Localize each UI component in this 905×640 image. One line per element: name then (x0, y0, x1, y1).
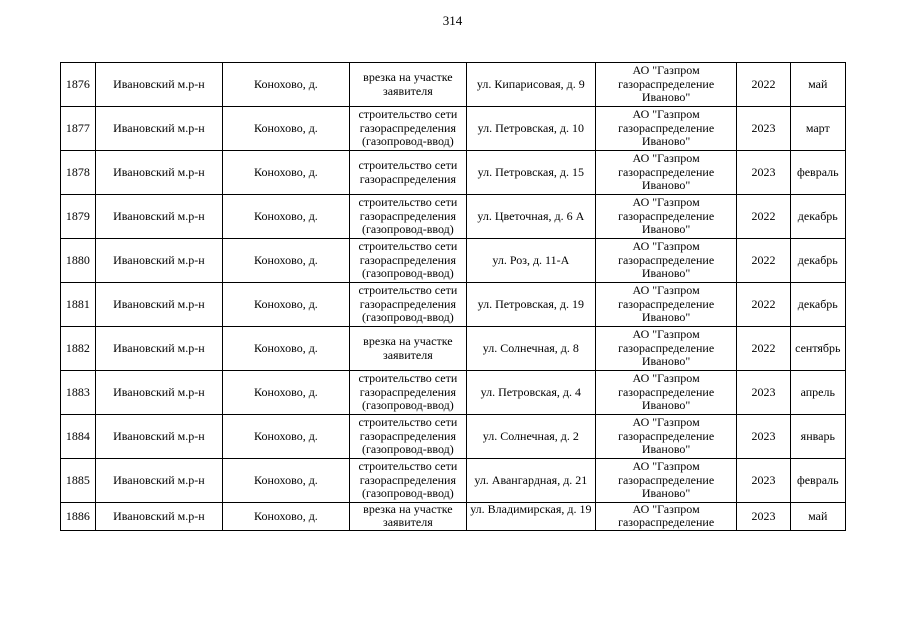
row-number: 1886 (61, 503, 96, 531)
locality-cell: Конохово, д. (222, 107, 349, 151)
year-cell: 2023 (737, 371, 790, 415)
row-number: 1882 (61, 327, 96, 371)
address-cell: ул. Цветочная, д. 6 А (466, 195, 595, 239)
month-cell: март (790, 107, 845, 151)
organization-cell: АО "Газпром газораспределение Иваново" (595, 459, 736, 503)
month-cell: апрель (790, 371, 845, 415)
district-cell: Ивановский м.р-н (95, 195, 222, 239)
locality-cell: Конохово, д. (222, 459, 349, 503)
table-row (61, 371, 846, 415)
row-number: 1877 (61, 107, 96, 151)
month-cell: декабрь (790, 195, 845, 239)
address-cell: ул. Роз, д. 11-А (466, 239, 595, 283)
district-cell: Ивановский м.р-н (95, 327, 222, 371)
row-number: 1881 (61, 283, 96, 327)
locality-cell: Конохово, д. (222, 327, 349, 371)
month-cell: февраль (790, 151, 845, 195)
address-cell: ул. Кипарисовая, д. 9 (466, 63, 595, 107)
row-number: 1876 (61, 63, 96, 107)
address-cell: ул. Авангардная, д. 21 (466, 459, 595, 503)
row-number: 1878 (61, 151, 96, 195)
row-number: 1883 (61, 371, 96, 415)
locality-cell: Конохово, д. (222, 283, 349, 327)
row-number: 1879 (61, 195, 96, 239)
district-cell: Ивановский м.р-н (95, 107, 222, 151)
month-cell: февраль (790, 459, 845, 503)
district-cell: Ивановский м.р-н (95, 151, 222, 195)
district-cell: Ивановский м.р-н (95, 503, 222, 531)
table-row (61, 459, 846, 503)
table-row (61, 503, 846, 531)
district-cell: Ивановский м.р-н (95, 415, 222, 459)
year-cell: 2022 (737, 63, 790, 107)
year-cell: 2023 (737, 415, 790, 459)
locality-cell: Конохово, д. (222, 503, 349, 531)
year-cell: 2022 (737, 239, 790, 283)
organization-cell: АО "Газпром газораспределение Иваново" (595, 415, 736, 459)
table-row (61, 283, 846, 327)
organization-cell: АО "Газпром газораспределение Иваново" (595, 107, 736, 151)
month-cell: сентябрь (790, 327, 845, 371)
year-cell: 2022 (737, 327, 790, 371)
year-cell: 2023 (737, 503, 790, 531)
organization-cell: АО "Газпром газораспределение (595, 503, 736, 531)
address-cell: ул. Петровская, д. 10 (466, 107, 595, 151)
table-row (61, 107, 846, 151)
row-number: 1885 (61, 459, 96, 503)
work-type-cell: строительство сети газораспределения (газопровод-ввод) (349, 107, 466, 151)
address-cell: ул. Петровская, д. 15 (466, 151, 595, 195)
locality-cell: Конохово, д. (222, 415, 349, 459)
work-type-cell: врезка на участке заявителя (349, 503, 466, 531)
table-row (61, 415, 846, 459)
work-type-cell: строительство сети газораспределения (газопровод-ввод) (349, 371, 466, 415)
organization-cell: АО "Газпром газораспределение Иваново" (595, 283, 736, 327)
work-type-cell: строительство сети газораспределения (газопровод-ввод) (349, 239, 466, 283)
organization-cell: АО "Газпром газораспределение Иваново" (595, 195, 736, 239)
month-cell: май (790, 503, 845, 531)
work-type-cell: строительство сети газораспределения (газопровод-ввод) (349, 459, 466, 503)
table-row (61, 151, 846, 195)
year-cell: 2023 (737, 459, 790, 503)
locality-cell: Конохово, д. (222, 239, 349, 283)
work-type-cell: строительство сети газораспределения (газопровод-ввод) (349, 195, 466, 239)
district-cell: Ивановский м.р-н (95, 283, 222, 327)
table-row (61, 239, 846, 283)
organization-cell: АО "Газпром газораспределение Иваново" (595, 63, 736, 107)
page-number: 314 (442, 13, 463, 28)
gasification-schedule-table (60, 62, 846, 531)
district-cell: Ивановский м.р-н (95, 239, 222, 283)
address-cell: ул. Солнечная, д. 8 (466, 327, 595, 371)
year-cell: 2022 (737, 283, 790, 327)
work-type-cell: строительство сети газораспределения (газопровод-ввод) (349, 415, 466, 459)
row-number: 1880 (61, 239, 96, 283)
month-cell: декабрь (790, 239, 845, 283)
table-row (61, 327, 846, 371)
work-type-cell: строительство сети газораспределения (349, 151, 466, 195)
month-cell: январь (790, 415, 845, 459)
locality-cell: Конохово, д. (222, 195, 349, 239)
district-cell: Ивановский м.р-н (95, 371, 222, 415)
organization-cell: АО "Газпром газораспределение Иваново" (595, 239, 736, 283)
locality-cell: Конохово, д. (222, 371, 349, 415)
district-cell: Ивановский м.р-н (95, 63, 222, 107)
table-row (61, 63, 846, 107)
month-cell: май (790, 63, 845, 107)
year-cell: 2023 (737, 151, 790, 195)
address-cell: ул. Петровская, д. 19 (466, 283, 595, 327)
year-cell: 2022 (737, 195, 790, 239)
address-cell: ул. Солнечная, д. 2 (466, 415, 595, 459)
address-cell: ул. Петровская, д. 4 (466, 371, 595, 415)
district-cell: Ивановский м.р-н (95, 459, 222, 503)
work-type-cell: врезка на участке заявителя (349, 327, 466, 371)
work-type-cell: строительство сети газораспределения (газопровод-ввод) (349, 283, 466, 327)
organization-cell: АО "Газпром газораспределение Иваново" (595, 327, 736, 371)
organization-cell: АО "Газпром газораспределение Иваново" (595, 151, 736, 195)
locality-cell: Конохово, д. (222, 63, 349, 107)
organization-cell: АО "Газпром газораспределение Иваново" (595, 371, 736, 415)
month-cell: декабрь (790, 283, 845, 327)
table-row (61, 195, 846, 239)
address-cell: ул. Владимирская, д. 19 (466, 503, 595, 531)
year-cell: 2023 (737, 107, 790, 151)
locality-cell: Конохово, д. (222, 151, 349, 195)
row-number: 1884 (61, 415, 96, 459)
work-type-cell: врезка на участке заявителя (349, 63, 466, 107)
